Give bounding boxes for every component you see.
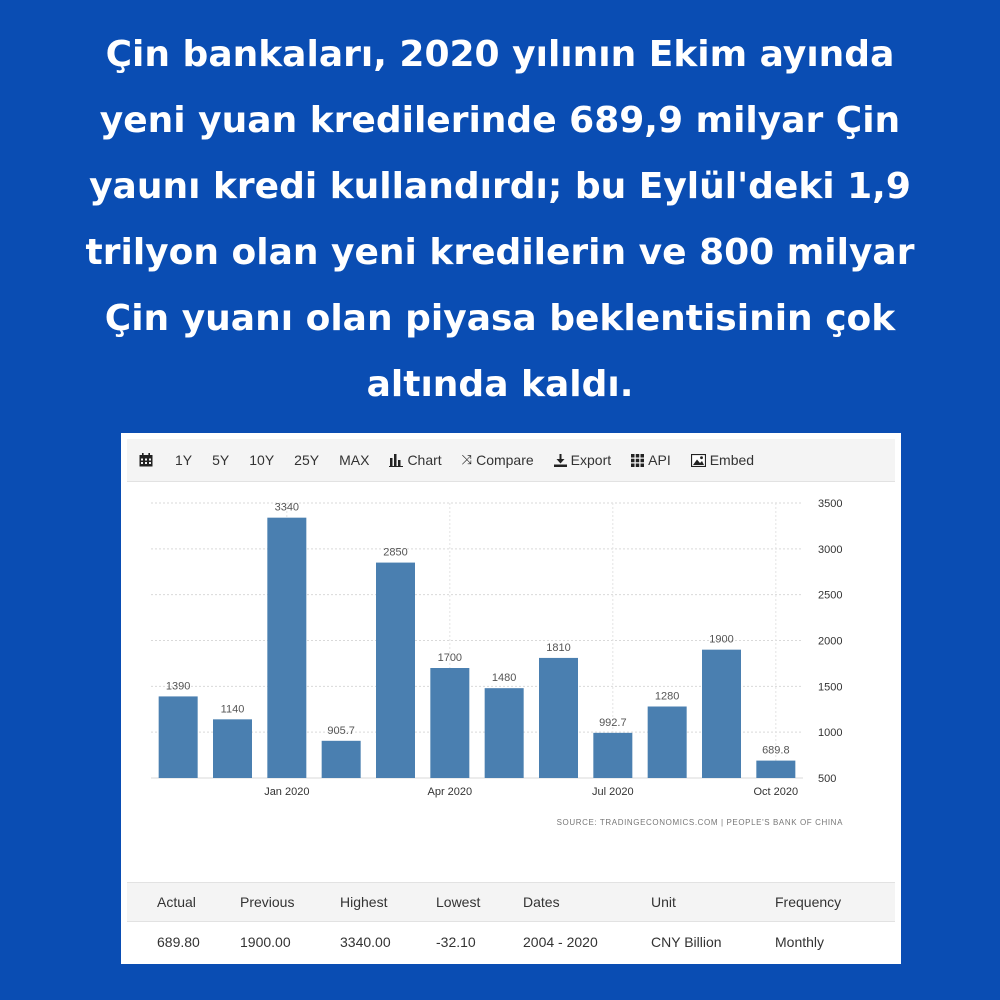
headline-line: yaunı kredi kullandırdı; bu Eylül'deki 1,9 (89, 166, 911, 207)
compare-button-label: Compare (476, 452, 534, 468)
bar[interactable] (159, 696, 198, 778)
bar-value-label: 1140 (220, 703, 245, 716)
api-button-label: API (648, 452, 671, 468)
bar[interactable] (213, 719, 252, 778)
bar-value-label: 3340 (274, 501, 300, 514)
export-button-label: Export (570, 452, 612, 468)
grid-icon (631, 454, 644, 467)
x-tick-label: Oct 2020 (753, 786, 799, 798)
stats-header-cell: Lowest (436, 894, 481, 910)
shuffle-icon: ⤨ (461, 452, 473, 467)
bar[interactable] (756, 761, 795, 778)
stats-value-cell: 1900.00 (240, 933, 291, 950)
export-button[interactable] (554, 452, 611, 468)
api-button[interactable] (631, 452, 671, 468)
bar-value-label: 1900 (709, 633, 734, 646)
bar[interactable] (376, 563, 415, 778)
bar[interactable] (485, 688, 524, 778)
y-tick-label: 3500 (818, 498, 843, 510)
stats-table-header (127, 882, 895, 922)
download-icon (554, 454, 567, 467)
stats-value-cell: CNY Billion (651, 933, 722, 950)
range-max-button[interactable]: MAX (339, 452, 370, 468)
stats-value-cell: 3340.00 (340, 933, 391, 950)
bar-chart (121, 483, 901, 883)
source-label[interactable]: SOURCE: TRADINGECONOMICS.COM | PEOPLE'S BANK OF CHINA (556, 818, 843, 827)
x-tick-label: Apr 2020 (427, 786, 473, 798)
stats-table-row (127, 922, 895, 961)
stats-header-cell: Frequency (775, 894, 842, 910)
bar-value-label: 1280 (654, 690, 680, 703)
bar-value-label: 2850 (383, 546, 408, 559)
calendar-icon-svg (139, 453, 153, 467)
bar[interactable] (648, 707, 687, 779)
headline (20, 22, 980, 418)
bar[interactable] (430, 668, 469, 778)
headline-line: Çin yuanı olan piyasa beklentisinin çok (104, 298, 896, 339)
bar-value-label: 689.8 (762, 744, 790, 757)
compare-button[interactable] (462, 452, 534, 468)
range-1y-button[interactable]: 1Y (175, 452, 193, 468)
chart-button[interactable] (389, 452, 441, 468)
bar-value-label: 1390 (165, 680, 191, 693)
range-25y-button[interactable]: 25Y (294, 452, 320, 468)
headline-line: altında kaldı. (366, 364, 634, 405)
image-icon (691, 454, 706, 467)
headline-line: Çin bankaları, 2020 yılının Ekim ayında (105, 34, 895, 75)
stats-header-cell: Actual (157, 894, 196, 910)
stats-header-cell: Unit (651, 894, 676, 910)
embed-button-label: Embed (709, 452, 755, 468)
embed-button[interactable] (691, 452, 754, 468)
headline-line: yeni yuan kredilerinde 689,9 milyar Çin (99, 100, 901, 141)
bar-value-label: 992.7 (599, 716, 627, 729)
chart-toolbar (127, 439, 895, 482)
range-5y-button[interactable]: 5Y (212, 452, 230, 468)
bar-chart-area (121, 483, 901, 883)
stats-table (127, 882, 895, 961)
bar[interactable] (322, 741, 361, 778)
stats-value-cell: 2004 - 2020 (523, 933, 598, 950)
bar-value-label: 1480 (491, 672, 517, 685)
x-tick-label: Jan 2020 (264, 786, 310, 798)
bar[interactable] (702, 650, 741, 778)
range-10y-button[interactable]: 10Y (249, 452, 275, 468)
bar[interactable] (539, 658, 578, 778)
chart-panel (121, 433, 901, 964)
bar-value-label: 1700 (437, 652, 463, 664)
stats-header-cell: Dates (523, 894, 560, 910)
bar-value-label: 1810 (546, 641, 571, 654)
y-tick-label: 2000 (818, 635, 843, 648)
y-tick-label: 3000 (818, 543, 843, 556)
calendar-icon[interactable] (139, 453, 153, 467)
headline-line: trilyon olan yeni kredilerin ve 800 milyar (85, 232, 915, 273)
bar-value-label: 905.7 (327, 724, 355, 737)
bar[interactable] (267, 518, 306, 778)
chart-button-label: Chart (407, 452, 442, 468)
stats-value-cell: Monthly (775, 933, 825, 950)
y-tick-label: 2500 (818, 589, 843, 602)
x-tick-label: Jul 2020 (592, 786, 634, 798)
stats-header-cell: Highest (340, 894, 388, 910)
stats-value-cell: -32.10 (436, 933, 476, 950)
bar[interactable] (593, 733, 632, 778)
stats-header-cell: Previous (240, 894, 295, 910)
y-tick-label: 1000 (818, 727, 843, 740)
y-tick-label: 500 (818, 773, 837, 785)
stats-value-cell: 689.80 (157, 933, 200, 950)
y-tick-label: 1500 (818, 681, 843, 694)
bar-chart-icon (389, 454, 403, 467)
